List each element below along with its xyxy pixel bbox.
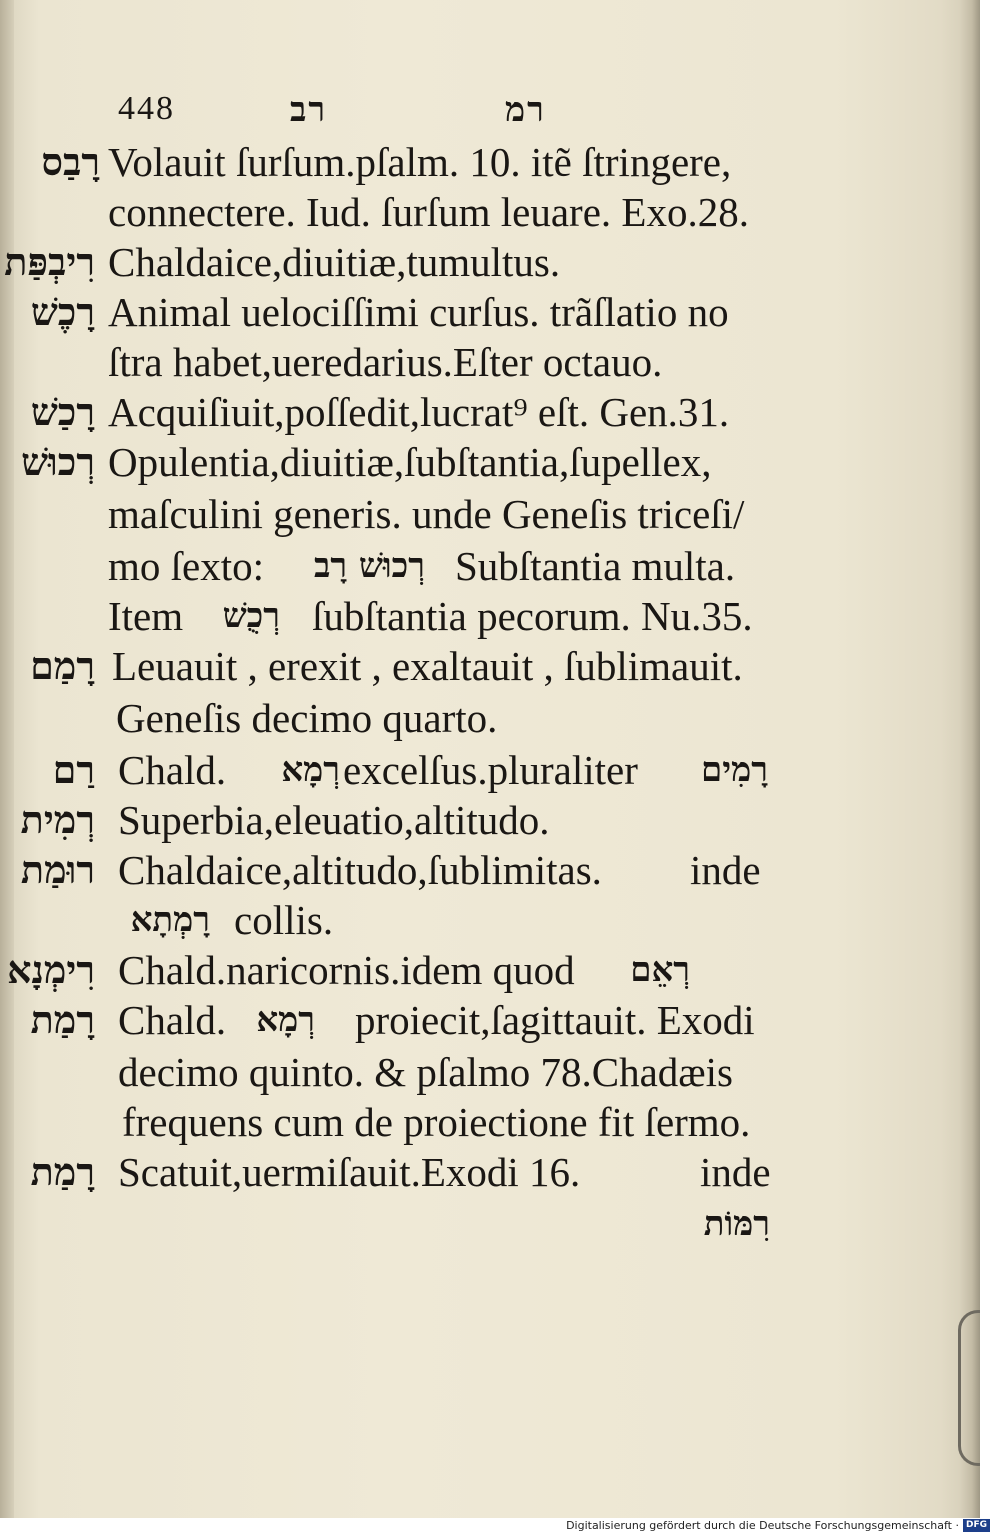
entry-lemma: רִימְנָא: [7, 947, 95, 992]
entry-text: Acquiſiuit,poſſedit,lucrat⁹ eſt. Gen.31.: [108, 389, 730, 435]
entry-text: decimo quinto. & pſalmo 78.Chadæis: [118, 1049, 733, 1095]
page-spine-shadow: [0, 0, 14, 1518]
entry-text: collis.: [234, 897, 334, 943]
running-head-left: רב: [290, 90, 328, 130]
entry-text: inde: [700, 1149, 771, 1195]
entry-text: Chaldaice,altitudo,ſublimitas.: [118, 847, 602, 893]
entry-text: Volauit ſurſum.pſalm. 10. itẽ ſtringere,: [108, 139, 732, 185]
inline-hebrew: רְמָא: [256, 1000, 315, 1040]
entry-lemma: רַם: [52, 747, 95, 792]
entry-lemma: רוּמַת: [20, 847, 95, 892]
page-edge: [960, 0, 980, 1518]
entry-text: inde: [690, 847, 761, 893]
entry-lemma: רָמַת: [30, 1149, 95, 1194]
entry-text: Chaldaice,diuitiæ,tumultus.: [108, 239, 561, 285]
entry-text: Item: [108, 593, 184, 639]
entry-text: Chald.: [118, 747, 227, 793]
entry-text: frequens cum de proiectione fit ſermo.: [122, 1099, 751, 1145]
inline-hebrew: רְכֻשׁ: [222, 596, 280, 636]
dfg-logo-icon: DFG: [963, 1519, 990, 1532]
entry-lemma: רְכוּשׁ: [21, 439, 95, 484]
credit-text: Digitalisierung gefördert durch die Deutsche Forschungsgemeinschaft ·: [566, 1519, 959, 1532]
entry-lemma: רָכַשׁ: [30, 389, 95, 434]
entry-text: Animal uelociſſimi curſus. trãſlatio no: [108, 289, 729, 335]
inline-hebrew: רָמְתָא: [130, 900, 210, 940]
entry-lemma: רָמַם: [30, 643, 95, 688]
digitization-credit: [566, 1519, 990, 1532]
entry-text: connectere. Iud. ſurſum leuare. Exo.28.: [108, 189, 749, 235]
entry-lemma: רָמַת: [30, 997, 95, 1042]
entry-text: Chald.naricornis.idem quod: [118, 947, 575, 993]
entry-text: ſubſtantia pecorum. Nu.35.: [312, 593, 753, 639]
entry-text: proiecit,ſagittauit. Exodi: [355, 997, 755, 1043]
entry-lemma: רָכֶשׁ: [30, 289, 95, 334]
entry-text: Opulentia,diuitiæ,ſubſtantia,ſupellex,: [108, 439, 712, 485]
entry-text: excelſus.pluraliter: [343, 747, 638, 793]
page-number: 448: [118, 90, 175, 127]
entry-text: ſtra habet,ueredarius.Eſter octauo.: [108, 339, 663, 385]
running-head-right: רמ: [505, 90, 546, 130]
entry-text: Geneſis decimo quarto.: [116, 695, 498, 741]
entry-text: Scatuit,uermiſauit.Exodi 16.: [118, 1149, 581, 1195]
entry-text: Subſtantia multa.: [455, 543, 736, 589]
inline-hebrew: רִמּוֹת: [703, 1204, 770, 1244]
inline-hebrew: רְאֵם: [630, 950, 690, 990]
entry-lemma: רִיבְפַּת: [4, 239, 95, 284]
entry-text: Superbia,eleuatio,altitudo.: [118, 797, 550, 843]
entry-lemma: רְמִית: [20, 797, 95, 842]
inline-hebrew: רְמָא: [281, 750, 340, 790]
entry-lemma: רָבַס: [41, 139, 100, 184]
entry-text: mo ſexto:: [108, 543, 265, 589]
entry-text: Leuauit , erexit , exaltauit , ſublimauit.: [112, 643, 743, 689]
inline-hebrew: רָמִים: [701, 750, 768, 790]
binding-clip: [958, 1310, 980, 1466]
entry-text: Chald.: [118, 997, 227, 1043]
entry-text: maſculini generis. unde Geneſis triceſi/: [108, 491, 745, 537]
inline-hebrew: רְכוּשׁ רָב: [313, 546, 425, 586]
